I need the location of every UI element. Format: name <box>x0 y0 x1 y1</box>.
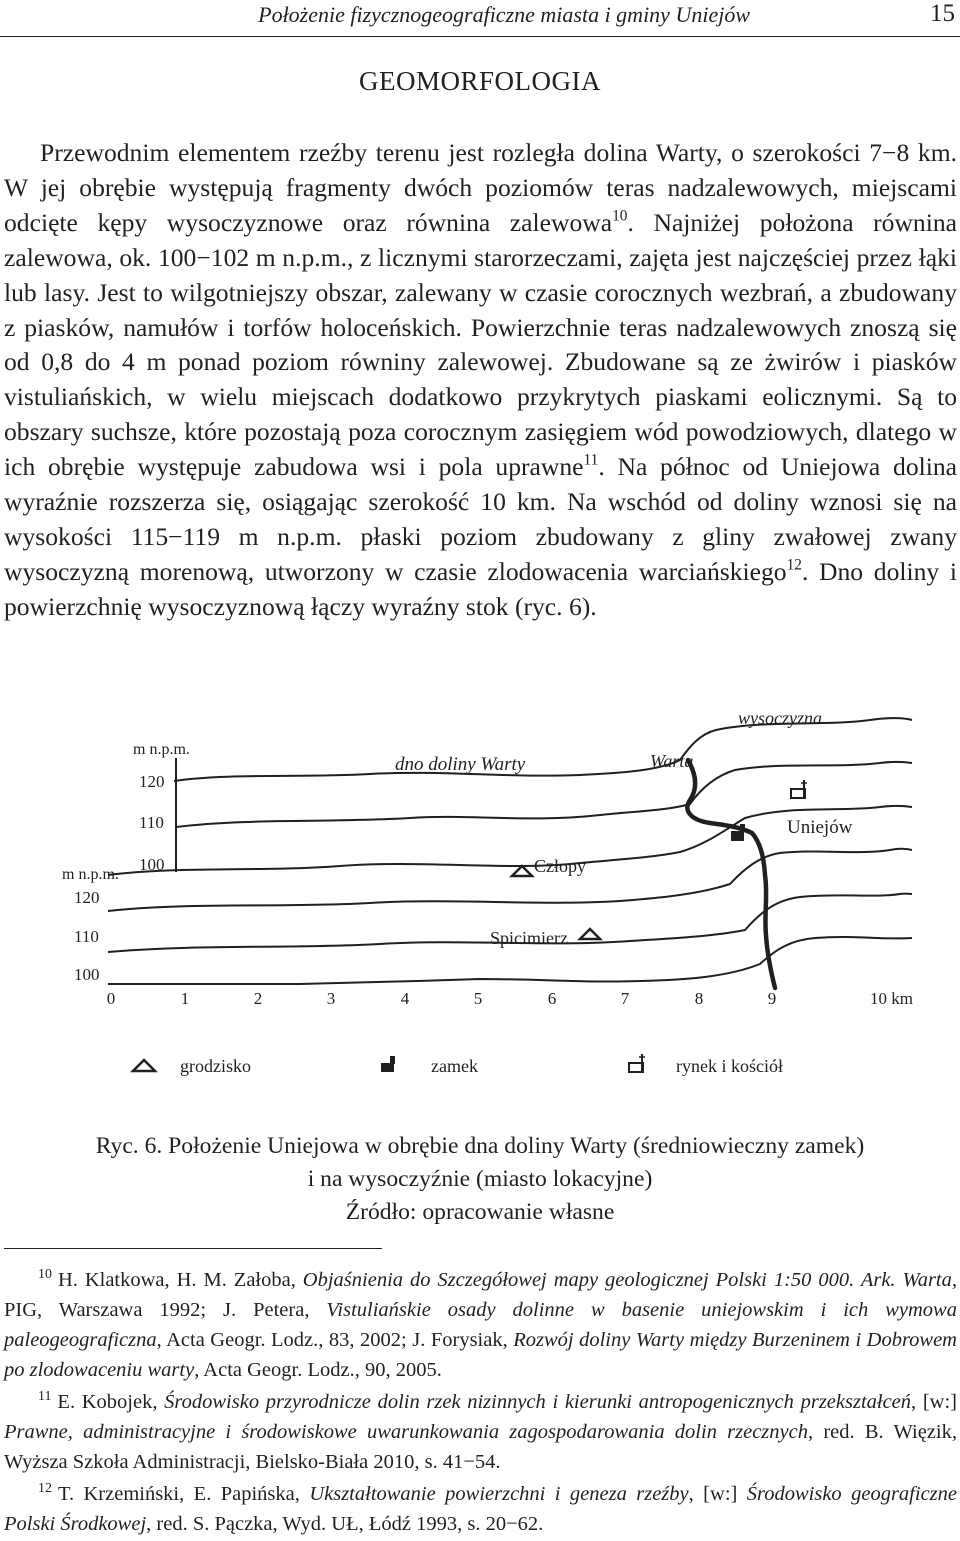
front-axis-tick: 120 <box>74 888 100 907</box>
body-sentence: . Dno doliny i powierzchnię wysoczyznową łączy wyraźny stok (ryc. 6). <box>4 556 957 621</box>
footnote-text: , [w:] <box>911 1391 958 1413</box>
body-sentence: Przewodnim elementem rzeźby terenu jest rozległa dolina Warty, o szerokości 7−8 km. W jej obrębie występują fragmenty dwóch poziomów teras nadzalewowych, miejscami odcięte kępy wysoczyznowe oraz równina zalewowa <box>4 138 957 237</box>
front-axis-unit: m n.p.m. <box>62 866 119 883</box>
body-sentence: . Najniżej położona równina zalewowa, ok. 100−102 m n.p.m., z licznymi starorzeczami, zajęta jest najczęściej przez łąki lub lasy. Jest to wilgotniejszy obszar, zalewany w czasie corocznych wezbrań, a zbudowany z piasków, namułów i torfów holoceńskich. Powierzchnie teras nadzalewowych znoszą się od 0,8 do 4 m ponad poziom równiny zalewowej. Zbudowane są ze żwirów i piasków vistuliańskich, w wielu miejscach dodatkowo przykrytych piaskami eolicznymi. Są to obszary suchsze, które pozostają poza corocznym zasięgiem wód powodziowych, dlatego w ich obrębie występuje zabudowa wsi i pola uprawne <box>4 207 957 482</box>
figure-svg <box>0 690 960 1100</box>
distance-tick-last: 10 km <box>870 989 913 1008</box>
footnote-text: , Acta Geogr. Lodz., 83, 2002; J. Forysiak, <box>156 1329 514 1351</box>
footnote-text: , Acta Geogr. Lodz., 90, 2005. <box>194 1359 442 1381</box>
header-rule <box>0 36 960 37</box>
front-axis-tick: 110 <box>74 927 99 946</box>
section-title: GEOMORFOLOGIA <box>359 66 601 96</box>
footnote-number: 10 <box>38 1267 52 1283</box>
footnote-title: Ukształtowanie powierzchni i geneza rzeźby <box>309 1483 689 1505</box>
legend-rynek: rynek i kościół <box>676 1056 783 1076</box>
grodzisko-icon <box>580 929 600 939</box>
distance-tick: 5 <box>473 989 483 1008</box>
distance-tick: 6 <box>547 989 557 1008</box>
paragraph <box>4 136 957 625</box>
distance-tick: 8 <box>694 989 704 1008</box>
footnote-10 <box>4 1265 957 1385</box>
caption-line: i na wysoczyźnie (miasto lokacyjne) <box>307 1166 653 1192</box>
footnote-title: Objaśnienia do Szczegółowej mapy geologicznej Polski 1:50 000. Ark. Warta <box>302 1269 952 1291</box>
back-axis-tick: 120 <box>139 772 165 791</box>
footnote-text: , red. B. Więzik, Wyższa Szkoła Administracji, Bielsko-Biała 2010, s. 41−54. <box>4 1421 957 1473</box>
label-czlopy: Człopy <box>534 856 586 876</box>
distance-tick: 9 <box>767 989 777 1008</box>
back-axis-tick: 100 <box>139 855 165 874</box>
back-axis-tick: 110 <box>139 813 164 832</box>
label-spicimierz: Spicimierz <box>490 928 568 948</box>
footnote-title: Prawne, administracyjne i środowiskowe uwarunkowania zagospodarowania dolin rzecznych <box>4 1421 808 1443</box>
footnote-text: , [w:] <box>688 1483 747 1505</box>
figure-caption <box>0 1130 960 1229</box>
footnote-title: Środowisko geograficzne Polski Środkowej <box>4 1483 957 1535</box>
distance-tick: 2 <box>253 989 263 1008</box>
footnote-ref[interactable]: 12 <box>786 556 802 574</box>
distance-tick: 7 <box>620 989 630 1008</box>
distance-tick: 0 <box>106 989 116 1008</box>
footnote-ref[interactable]: 11 <box>583 451 599 469</box>
footnote-text: , red. S. Pączka, Wyd. UŁ, Łódź 1993, s. 20−62. <box>146 1513 544 1535</box>
footnote-number: 12 <box>38 1481 52 1497</box>
warta-river <box>687 760 775 988</box>
legend <box>133 1054 783 1076</box>
label-dno-doliny: dno doliny Warty <box>395 754 526 775</box>
distance-tick: 4 <box>400 989 410 1008</box>
body-text <box>4 136 957 625</box>
footnote-text: T. Krzemiński, E. Papińska, <box>57 1483 310 1505</box>
running-header <box>0 0 960 38</box>
figure-valley-profiles <box>0 690 960 1100</box>
grodzisko-icon <box>133 1060 155 1071</box>
footnote-12 <box>4 1479 957 1539</box>
back-axis-unit: m n.p.m. <box>133 741 190 758</box>
page-number: 15 <box>930 0 955 27</box>
footnote-title: Środowisko przyrodnicze dolin rzek nizinnych i kierunki antropogenicznych przekształceń <box>164 1391 912 1413</box>
market-church-icon <box>791 780 807 798</box>
front-axis-tick: 100 <box>74 965 100 984</box>
grodzisko-icon <box>512 866 532 876</box>
castle-icon <box>381 1056 395 1072</box>
distance-tick: 3 <box>326 989 336 1008</box>
legend-zamek: zamek <box>431 1056 478 1076</box>
running-title: Położenie fizycznogeograficzne miasta i gminy Uniejów <box>258 2 750 27</box>
legend-grodzisko: grodzisko <box>180 1056 251 1076</box>
footnote-11 <box>4 1387 957 1477</box>
footnote-ref[interactable]: 10 <box>612 207 628 225</box>
caption-source: Źródło: opracowanie własne <box>345 1199 615 1225</box>
profile-line <box>108 849 912 911</box>
footnote-number: 11 <box>38 1389 52 1405</box>
label-warta: Warta <box>650 751 694 771</box>
footnote-rule <box>4 1248 382 1249</box>
footnote-title: Vistuliańskie osady dolinne w basenie uniejowskim i ich wymowa paleogeograficzna <box>4 1299 957 1351</box>
footnote-text: , PIG, Warszawa 1992; J. Petera, <box>4 1269 957 1321</box>
body-sentence: . Na północ od Uniejowa dolina wyraźnie rozszerza się, osiągając szerokość 10 km. Na wschód od doliny wznosi się na wysokości 115−119 m n.p.m. płaski poziom zbudowany z gliny zwałowej zwany wysoczyzną morenową, utworzony w czasie zlodowacenia warciańskiego <box>4 452 957 586</box>
footnote-title: Rozwój doliny Warty między Burzeninem i Dobrowem po zlodowaceniu warty <box>4 1329 957 1381</box>
label-uniejow: Uniejów <box>787 817 853 838</box>
footnotes <box>4 1265 957 1541</box>
distance-tick: 1 <box>180 989 190 1008</box>
footnote-text: H. Klatkowa, H. M. Załoba, <box>57 1269 303 1291</box>
label-wysoczyzna: wysoczyzna <box>738 708 822 728</box>
footnote-text: E. Kobojek, <box>57 1391 165 1413</box>
caption-line: Ryc. 6. Położenie Uniejowa w obrębie dna doliny Warty (średniowieczny zamek) <box>95 1133 865 1159</box>
market-church-icon <box>629 1054 645 1072</box>
